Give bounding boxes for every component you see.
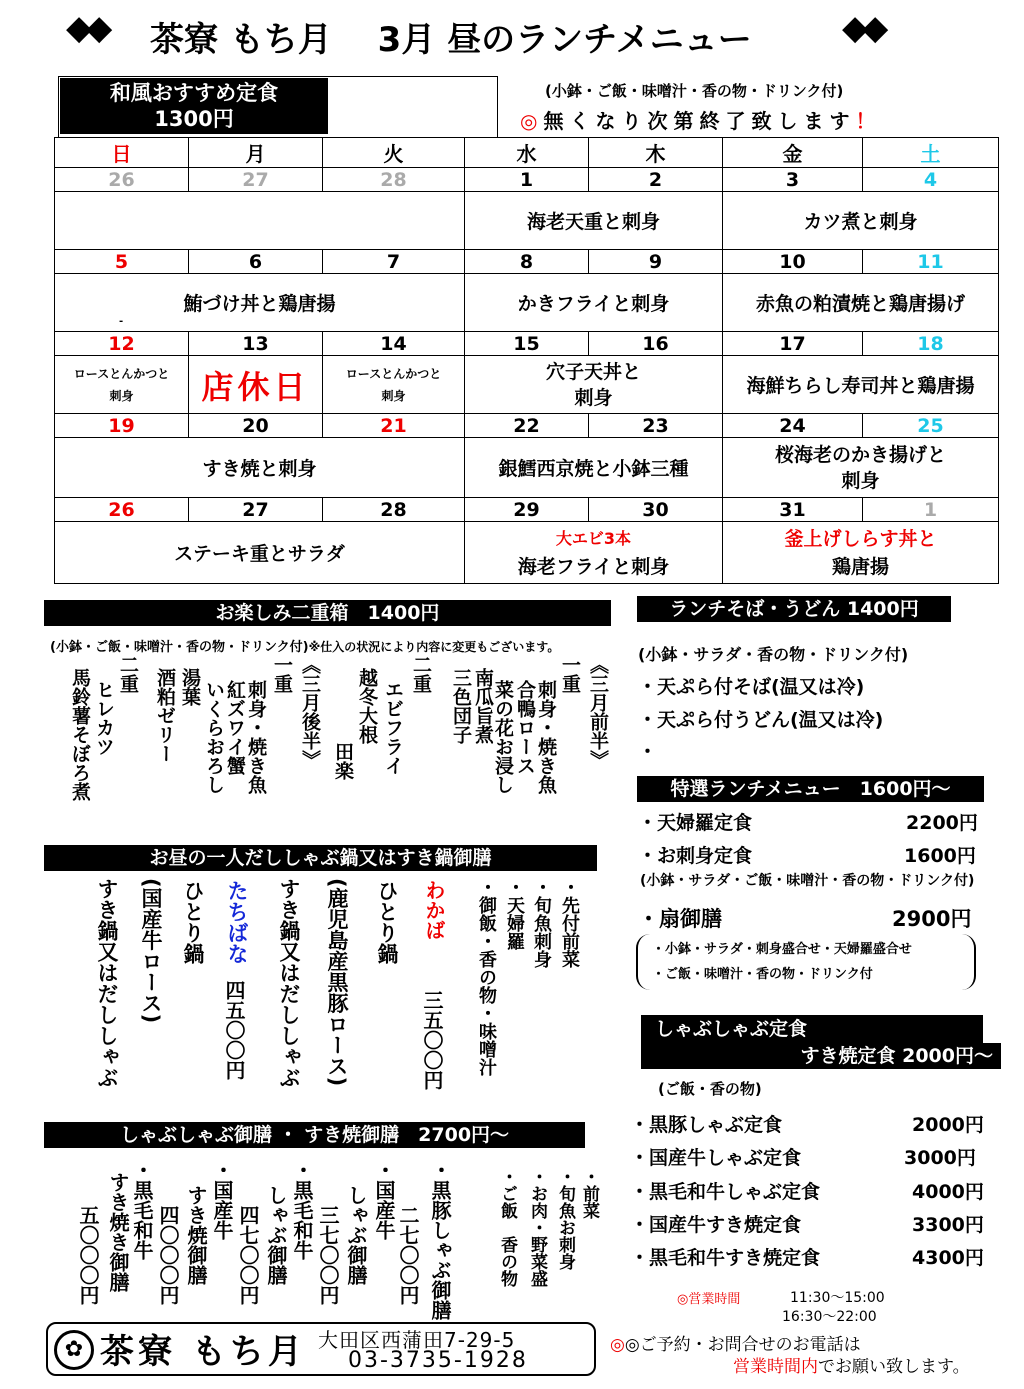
meal-cell	[465, 356, 723, 414]
meal-line: 刺身	[381, 388, 406, 403]
date-cell: 3	[723, 168, 863, 192]
notice-exclaim: ！	[855, 109, 882, 133]
special-title: 特選ランチメニュー 1600円～	[637, 776, 984, 802]
special-item-name: ・天婦羅定食	[638, 812, 753, 834]
nijubako-item: 二重	[117, 655, 139, 693]
stray-marker: -	[119, 316, 124, 327]
gozen-item: ・国産牛	[210, 1160, 234, 1240]
gozen-item: ・国産牛	[372, 1160, 396, 1240]
hours-dinner: 16:30～22:00	[782, 1309, 877, 1325]
weekday-sat: 土	[863, 138, 999, 168]
date-cell: 28	[323, 168, 465, 192]
date-cell: 17	[723, 332, 863, 356]
nijubako-item: 刺身・焼き魚	[535, 680, 557, 794]
weekday-sun: 日	[55, 138, 189, 168]
footer-inquiry-text: ◎ご予約・お問合せのお電話は	[624, 1335, 861, 1355]
shabu-set-price: 3000円	[904, 1147, 976, 1169]
meal-line-red: 釜上げしらす丼と	[784, 527, 937, 550]
meal-cell: 銀鱈西京焼と小鉢三種	[465, 438, 723, 498]
date-cell: 20	[189, 414, 323, 438]
nijubako-item: 田楽	[332, 742, 354, 780]
meal-extra: 大エビ3本	[555, 528, 632, 548]
date-cell: 4	[863, 168, 999, 192]
date-cell: 22	[465, 414, 589, 438]
date-cell: 27	[189, 168, 323, 192]
footer-inquiry: ◎◎ご予約・お問合せのお電話は	[610, 1335, 861, 1355]
date-cell: 30	[589, 498, 723, 522]
weekday-fri: 金	[723, 138, 863, 168]
footer-inquiry-line2	[733, 1352, 970, 1377]
gozen-item: 三七〇〇円	[316, 1205, 340, 1305]
dashi-item: わかば	[422, 880, 446, 940]
hours-lunch: 11:30～15:00	[790, 1290, 885, 1306]
special-item-price: 1600円	[904, 845, 976, 867]
crest-logo-icon: ✿	[54, 1330, 94, 1370]
gozen-item: 四七〇〇円	[236, 1205, 260, 1305]
recommend-label-box	[60, 78, 328, 134]
meal-cell	[465, 522, 723, 584]
footer-inquiry-red: 営業時間内	[733, 1357, 818, 1377]
recommend-includes: (小鉢・ご飯・味噌汁・香の物・ドリンク付)	[545, 82, 844, 100]
gozen-item: すき焼き御膳	[106, 1172, 130, 1292]
hours-label-text: ◎営業時間	[677, 1292, 741, 1307]
special-item-price: 2200円	[906, 812, 978, 834]
date-cell: 1	[863, 498, 999, 522]
soba-item: ・	[638, 741, 658, 763]
weekday-mon: 月	[189, 138, 323, 168]
weekday-thu: 木	[589, 138, 723, 168]
date-cell: 27	[189, 498, 323, 522]
meal-line: 刺身	[841, 469, 880, 492]
meal-cell: すき焼と刺身	[55, 438, 465, 498]
date-cell: 13	[189, 332, 323, 356]
date-cell: 10	[723, 250, 863, 274]
dashi-item: ひとり鍋	[375, 880, 399, 964]
meal-cell: カツ煮と刺身	[723, 192, 999, 250]
date-cell: 19	[55, 414, 189, 438]
date-cell: 8	[465, 250, 589, 274]
menu-title-bar	[0, 8, 1024, 64]
date-cell: 31	[723, 498, 863, 522]
right-diamond-decoration: ◆◆	[842, 8, 883, 48]
meal-cell	[723, 522, 999, 584]
meal-cell	[723, 438, 999, 498]
gozen-item: ・黒毛和牛	[290, 1160, 314, 1260]
date-cell: 7	[323, 250, 465, 274]
shabu-set-item: ・黒豚しゃぶ定食	[630, 1114, 783, 1136]
nijubako-item: 二重	[410, 655, 432, 693]
gozen-item: ・前菜	[579, 1168, 599, 1219]
date-cell: 23	[589, 414, 723, 438]
gozen-item: ・黒毛和牛	[130, 1160, 154, 1260]
dashi-item: ・天婦羅	[504, 878, 525, 950]
shabu-set-item: ・黒毛和牛しゃぶ定食	[630, 1181, 821, 1203]
date-cell: 6	[189, 250, 323, 274]
date-cell: 2	[589, 168, 723, 192]
meal-cell: 海老天重と刺身	[465, 192, 723, 250]
ougi-note: ・小鉢・サラダ・刺身盛合せ・天婦羅盛合せ	[652, 942, 912, 957]
date-cell: 26	[55, 498, 189, 522]
dashi-item: 三五〇〇円	[420, 990, 444, 1090]
shabu-set-item: ・国産牛しゃぶ定食	[630, 1147, 802, 1169]
date-cell: 29	[465, 498, 589, 522]
gozen-item: 二七〇〇円	[396, 1205, 420, 1305]
shabu-set-item: ・国産牛すき焼定食	[630, 1214, 802, 1236]
dashi-item: (鹿児島産黒豚ロース)	[325, 878, 349, 1087]
nijubako-title: お楽しみ二重箱 1400円	[44, 600, 611, 626]
meal-line: ロースとんかつと	[73, 366, 170, 381]
meal-line: 桜海老のかき揚げと	[774, 443, 946, 466]
nijubako-item: 三色団子	[450, 668, 472, 744]
nijubako-item: 南瓜旨煮	[472, 668, 494, 744]
dashi-item: すき鍋又はだししゃぶ	[277, 878, 301, 1088]
date-cell: 14	[323, 332, 465, 356]
page-title: 茶寮 もち月 3月 昼のランチメニュー	[150, 20, 752, 60]
hours-label	[677, 1288, 740, 1307]
meal-cell: 海鮮ちらし寿司丼と鶏唐揚	[723, 356, 999, 414]
date-cell: 15	[465, 332, 589, 356]
meal-cell: かきフライと刺身	[465, 274, 723, 332]
footer-inquiry-end: でお願い致します。	[818, 1357, 970, 1377]
nijubako-item: 湯葉	[179, 668, 201, 706]
nijubako-item: 《三月前半》	[587, 655, 609, 769]
shabu-set-price: 4000円	[912, 1181, 984, 1203]
nijubako-item: 一重	[559, 655, 581, 693]
meal-cell	[55, 192, 465, 250]
date-cell: 25	[863, 414, 999, 438]
dashi-item: ひとり鍋	[181, 880, 205, 964]
nijubako-note-main: (小鉢・ご飯・味噌汁・香の物・ドリンク付)	[50, 640, 309, 655]
dashi-item: 四五〇〇円	[222, 980, 246, 1080]
soba-item: ・天ぷら付うどん(温又は冷)	[638, 709, 884, 731]
meal-line: 海老フライと刺身	[517, 555, 670, 578]
date-cell: 26	[55, 168, 189, 192]
shabu-set-price: 2000円	[912, 1114, 984, 1136]
dashi-item: たちばな	[225, 880, 249, 964]
dashi-item: (国産牛ロース)	[139, 878, 163, 1024]
gozen-item: すき焼御膳	[184, 1185, 208, 1285]
lunch-calendar	[54, 137, 999, 584]
nijubako-item: 馬鈴薯そぼろ煮	[69, 668, 91, 801]
meal-cell: ステーキ重とサラダ	[55, 522, 465, 584]
gozen-item: ・お肉・野菜盛	[527, 1168, 547, 1287]
gozen-item: 四〇〇〇円	[156, 1205, 180, 1305]
shabu-set-price: 4300円	[912, 1247, 984, 1269]
gozen-item: ・ご飯 香の物	[497, 1168, 517, 1287]
meal-cell	[55, 274, 465, 332]
gozen-item: 五〇〇〇円	[76, 1205, 100, 1305]
gozen-item: しゃぶ御膳	[344, 1185, 368, 1285]
nijubako-item: 刺身・焼き魚	[245, 680, 267, 794]
weekday-wed: 水	[465, 138, 589, 168]
left-diamond-decoration: ◆◆	[66, 8, 107, 48]
nijubako-item: 紅ズワイ蟹	[224, 680, 246, 775]
nijubako-item: エビフライ	[382, 680, 404, 775]
notice-text: 無くなり次第終了致します	[543, 109, 856, 133]
shabu-set-item: ・黒毛和牛すき焼定食	[630, 1247, 821, 1269]
meal-line: 刺身	[109, 388, 134, 403]
nijubako-item: 菜の花お浸し	[492, 680, 514, 794]
nijubako-note	[50, 636, 559, 655]
nijubako-item: 《三月後半》	[299, 655, 321, 769]
dashi-item: すき鍋又はだししゃぶ	[95, 878, 119, 1088]
date-cell: 12	[55, 332, 189, 356]
notice-mark: ◎	[520, 109, 544, 133]
footer-address: 大田区西蒲田7-29-5	[318, 1328, 516, 1352]
dashi-title: お昼の一人だししゃぶ鍋又はすき鍋御膳	[44, 845, 597, 871]
nijubako-item: 一重	[271, 655, 293, 693]
meal-line: 穴子天丼と	[545, 360, 641, 383]
soba-title: ランチそば・うどん 1400円	[637, 596, 951, 622]
special-note: (小鉢・サラダ・ご飯・味噌汁・香の物・ドリンク付)	[640, 873, 975, 889]
footer-shop-name: 茶寮 もち月	[100, 1332, 306, 1372]
gozen-item: しゃぶ御膳	[264, 1185, 288, 1285]
soba-note: (小鉢・サラダ・香の物・ドリンク付)	[638, 645, 909, 664]
meal-cell-sun	[55, 356, 189, 414]
gozen-item: ・旬魚お刺身	[555, 1168, 575, 1270]
date-cell: 28	[323, 498, 465, 522]
date-cell: 24	[723, 414, 863, 438]
shabu-set-price: 3300円	[912, 1214, 984, 1236]
nijubako-item: 合鴨ロース	[514, 680, 536, 775]
dashi-item: ・御飯・香の物・味噌汁	[476, 878, 497, 1076]
meal-line: 鶏唐揚	[831, 555, 889, 578]
sukiyaki-set-title: すき焼定食 2000円～	[641, 1043, 1001, 1069]
recommend-label: 和風おすすめ定食	[109, 81, 279, 105]
recommend-price: 1300円	[154, 107, 234, 131]
dashi-item: ・先付前菜	[559, 878, 580, 968]
shabu-set-note: (ご飯・香の物)	[658, 1080, 762, 1098]
date-cell: 1	[465, 168, 589, 192]
ougi-gozen-name: ・扇御膳	[638, 907, 722, 931]
weekday-tue: 火	[323, 138, 465, 168]
meal-line: 刺身	[574, 386, 613, 409]
ougi-gozen-price: 2900円	[892, 907, 972, 931]
nijubako-item: ヒレカツ	[93, 680, 115, 756]
nijubako-note-caveat: ※仕入の状況により内容に変更もございます。	[308, 640, 560, 654]
date-cell: 21	[323, 414, 465, 438]
dashi-item: ・旬魚刺身	[531, 878, 552, 968]
date-cell: 16	[589, 332, 723, 356]
date-cell: 9	[589, 250, 723, 274]
date-cell: 18	[863, 332, 999, 356]
nijubako-item: 酒粕ゼリー	[154, 668, 176, 763]
meal-text: 鮪づけ丼と鶏唐揚	[183, 293, 336, 315]
nijubako-item: いくらおろし	[203, 680, 225, 794]
footer-phone[interactable]: 03-3735-1928	[348, 1348, 528, 1373]
date-cell: 5	[55, 250, 189, 274]
gozen-item: ・黒豚しゃぶ御膳	[428, 1160, 452, 1320]
meal-line: ロースとんかつと	[345, 366, 442, 381]
ougi-note: ・ご飯・味噌汁・香の物・ドリンク付	[652, 967, 873, 982]
recommend-notice	[520, 105, 881, 134]
meal-cell: 赤魚の粕漬焼と鶏唐揚げ	[723, 274, 999, 332]
shabu-set-title: しゃぶしゃぶ定食	[641, 1015, 983, 1043]
soba-item: ・天ぷら付そば(温又は冷)	[638, 676, 865, 698]
date-cell: 11	[863, 250, 999, 274]
meal-cell-tue	[323, 356, 465, 414]
closed-day-cell: 店休日	[189, 356, 323, 414]
gozen-title: しゃぶしゃぶ御膳 ・ すき焼御膳 2700円～	[44, 1122, 585, 1148]
special-item-name: ・お刺身定食	[638, 845, 753, 867]
nijubako-item: 越冬大根	[356, 668, 378, 744]
